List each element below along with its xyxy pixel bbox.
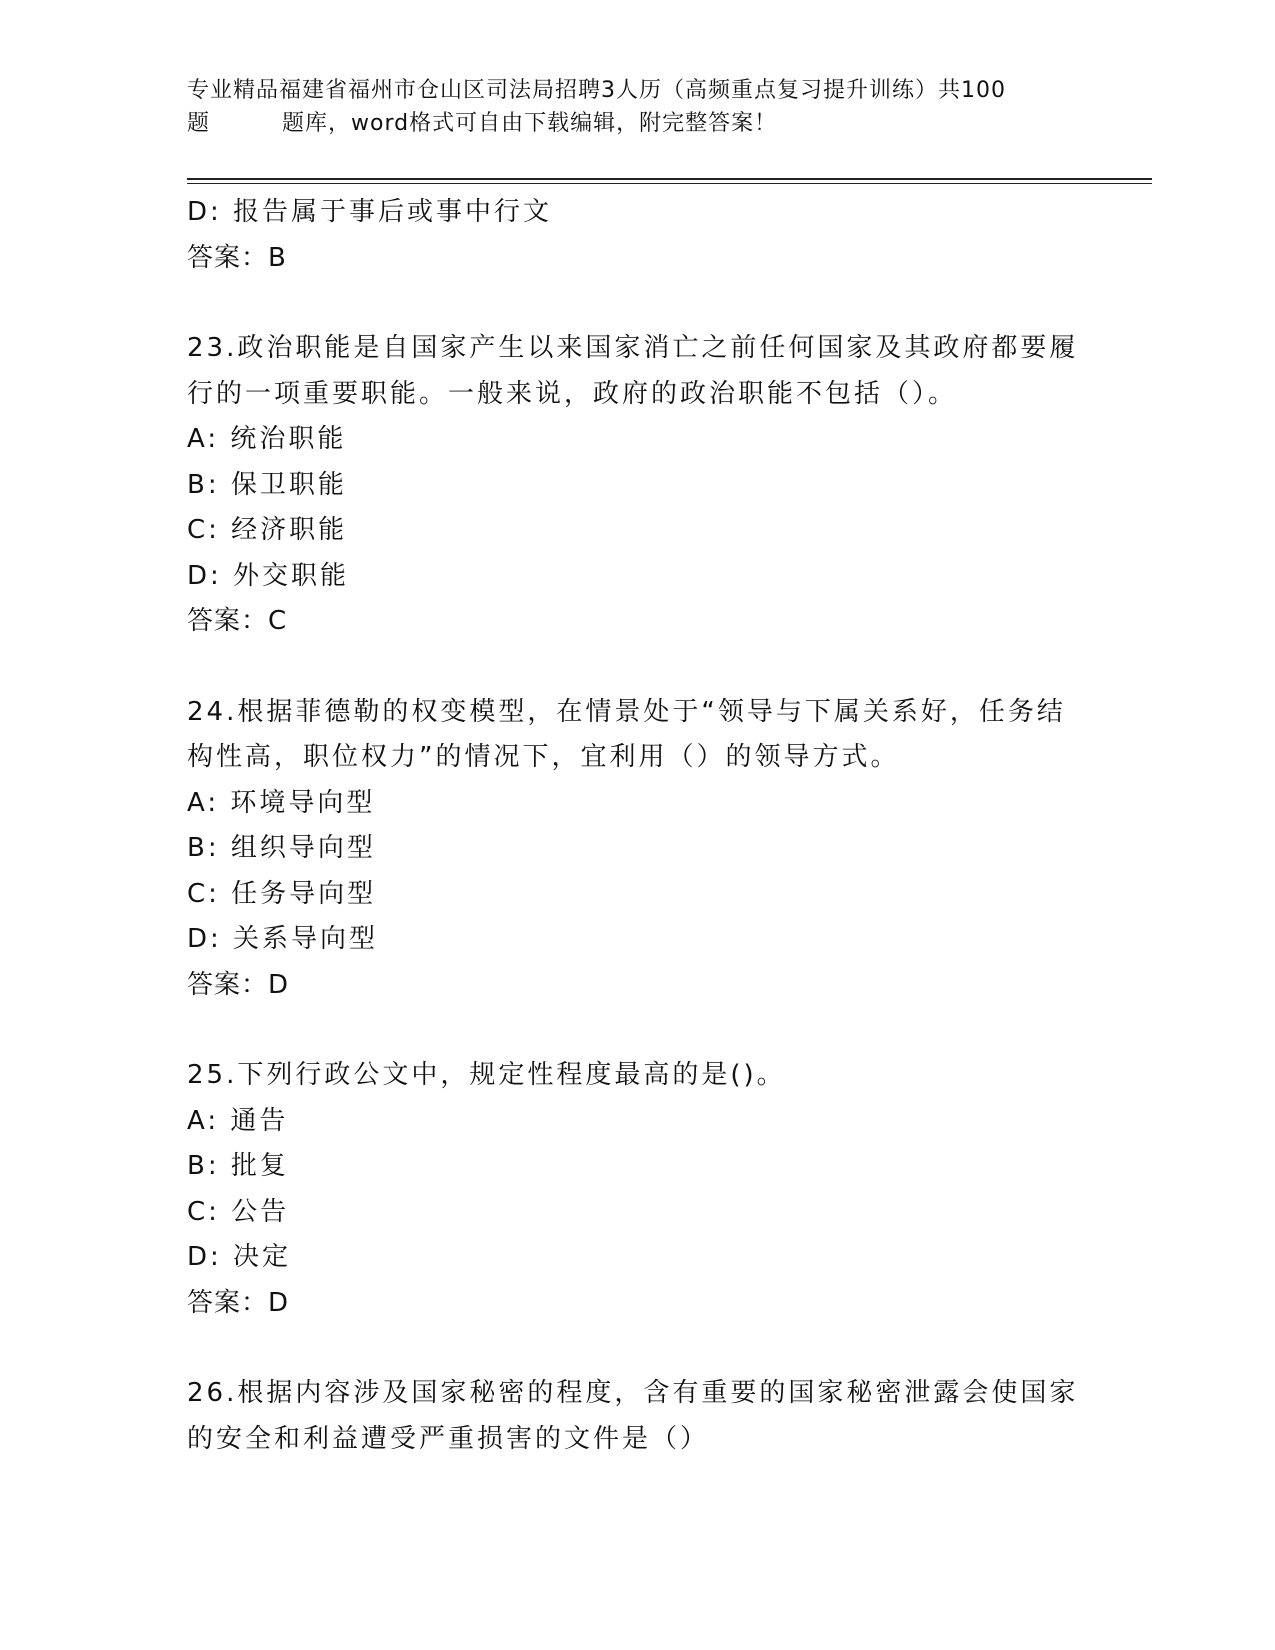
question-25 [187,1053,1087,1326]
question-text: 的安全和利益遭受严重损害的文件是（） [187,1423,710,1454]
question-23 [187,326,1087,645]
answer: 答案：C [187,606,288,636]
option-b: B: 批复 [187,1151,289,1181]
option-a: A: 环境导向型 [187,787,376,818]
question-text: 25.下列行政公文中，规定性程度最高的是()。 [187,1060,786,1090]
question-text: 行的一项重要职能。一般来说，政府的政治职能不包括（）。 [187,378,958,409]
option-d: D: 决定 [187,1242,292,1272]
answer: 答案：D [187,1287,290,1318]
question-24 [187,690,1087,1009]
prev-answer: 答案：B [187,242,287,273]
question-text: 26.根据内容涉及国家秘密的程度，含有重要的国家秘密泄露会使国家 [187,1378,1079,1408]
prev-option-d: D: 报告属于事后或事中行文 [187,197,553,227]
header-rule-thick [187,178,1152,180]
header-title-line2 [187,107,1087,140]
header-rule-thin [187,183,1152,184]
option-c: C: 任务导向型 [187,878,377,909]
option-c: C: 公告 [187,1196,290,1227]
answer: 答案：D [187,969,290,1000]
question-content [187,190,1087,1462]
header-title-line1: 专业精品福建省福州市仓山区司法局招聘3人历（高频重点复习提升训练）共100 [187,78,1006,103]
option-d: D: 外交职能 [187,560,350,591]
option-b: B: 保卫职能 [187,469,347,500]
option-c: C: 经济职能 [187,515,348,545]
option-d: D: 关系导向型 [187,924,379,954]
question-text: 构性高，职位权力”的情况下，宜利用（）的领导方式。 [187,742,900,772]
question-26 [187,1371,1087,1462]
question-text: 24.根据菲德勒的权变模型，在情景处于“领导与下属关系好，任务结 [187,696,1066,727]
option-a: A: 通告 [187,1105,289,1136]
option-b: B: 组织导向型 [187,833,376,863]
header-line2-text: 题库，word格式可自由下载编辑，附完整答案！ [282,111,778,136]
option-a: A: 统治职能 [187,424,347,454]
document-header [187,74,1087,140]
question-text: 23.政治职能是自国家产生以来国家消亡之前任何国家及其政府都要履 [187,333,1079,363]
header-line2-prefix: 题 [187,111,211,136]
